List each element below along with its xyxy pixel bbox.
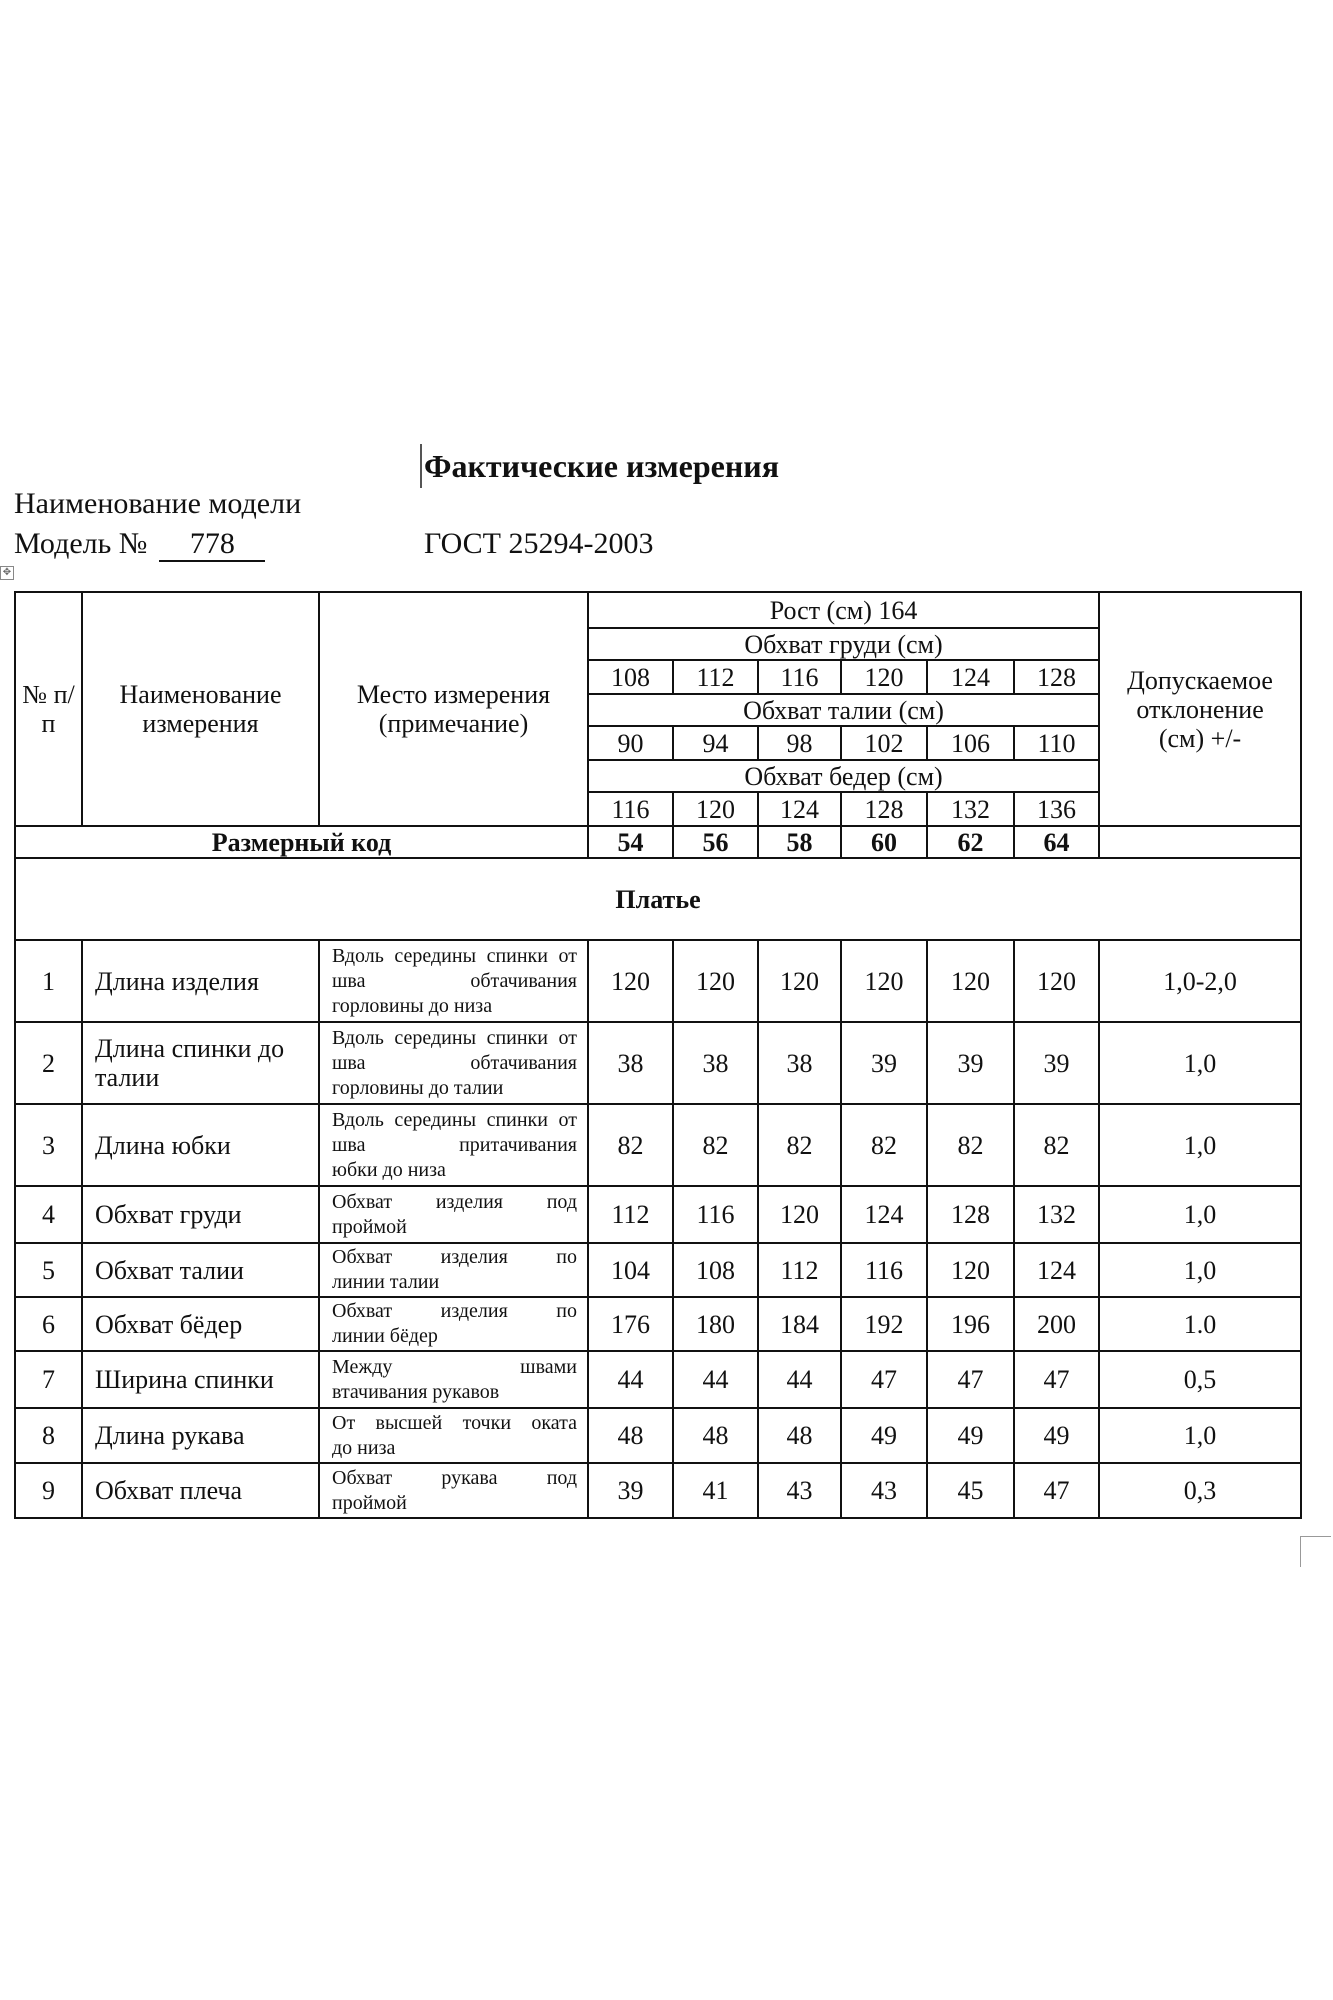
- measurement-name: Длина юбки: [82, 1104, 319, 1186]
- hips-header: Обхват бедер (см): [588, 760, 1099, 792]
- measurement-value: 48: [673, 1408, 758, 1463]
- row-number: 4: [15, 1186, 82, 1243]
- table-row: [15, 1104, 1301, 1186]
- place-text: Обхват изделия по: [332, 1300, 577, 1322]
- measurement-value: 48: [758, 1408, 841, 1463]
- measurement-value: 132: [1014, 1186, 1099, 1243]
- place-text-end: горловины до талии: [332, 1076, 504, 1099]
- model-name-label: Наименование модели: [14, 487, 302, 520]
- page-corner-mark: [1300, 1536, 1331, 1567]
- waist-value: 90: [588, 726, 673, 760]
- table-row: [15, 1463, 1301, 1518]
- measurement-value: 44: [758, 1351, 841, 1408]
- measurement-value: 116: [673, 1186, 758, 1243]
- measurement-value: 120: [758, 1186, 841, 1243]
- size-code-empty: [1099, 826, 1301, 858]
- hips-value: 120: [673, 792, 758, 826]
- height-header: Рост (см) 164: [588, 592, 1099, 628]
- measurement-value: 120: [758, 940, 841, 1022]
- measurement-value: 120: [841, 940, 927, 1022]
- measurement-value: 196: [927, 1297, 1014, 1351]
- document-title: Фактические измерения: [420, 444, 854, 488]
- section-title: Платье: [15, 858, 1301, 940]
- measurement-place: [319, 1022, 588, 1104]
- size-code: 64: [1014, 826, 1099, 858]
- measurement-name: Длина спинки до талии: [82, 1022, 319, 1104]
- place-text-end: горловины до низа: [332, 994, 493, 1017]
- measurement-value: 120: [927, 1243, 1014, 1297]
- measurement-value: 124: [841, 1186, 927, 1243]
- measurement-value: 82: [758, 1104, 841, 1186]
- size-code: 60: [841, 826, 927, 858]
- measurement-value: 112: [758, 1243, 841, 1297]
- hips-value: 116: [588, 792, 673, 826]
- measurement-value: 39: [1014, 1022, 1099, 1104]
- place-text: Вдоль середины спинки от шва притачивания: [332, 1108, 577, 1156]
- row-number: 9: [15, 1463, 82, 1518]
- measurement-value: 49: [927, 1408, 1014, 1463]
- place-text: Обхват рукава под: [332, 1466, 577, 1489]
- measurement-place: [319, 1408, 588, 1463]
- size-code-label: Размерный код: [15, 826, 588, 858]
- measurement-value: 47: [841, 1351, 927, 1408]
- measurement-value: 112: [588, 1186, 673, 1243]
- measurement-value: 124: [1014, 1243, 1099, 1297]
- measurement-value: 47: [1014, 1463, 1099, 1518]
- measurement-value: 43: [841, 1463, 927, 1518]
- measurement-value: 120: [673, 940, 758, 1022]
- measurement-value: 39: [927, 1022, 1014, 1104]
- measurement-value: 39: [841, 1022, 927, 1104]
- hips-value: 132: [927, 792, 1014, 826]
- measurement-name: Обхват плеча: [82, 1463, 319, 1518]
- place-text: Между швами: [332, 1355, 577, 1378]
- tolerance-value: 1,0: [1099, 1408, 1301, 1463]
- measurement-value: 38: [758, 1022, 841, 1104]
- size-code: 58: [758, 826, 841, 858]
- waist-value: 110: [1014, 726, 1099, 760]
- measurement-value: 82: [588, 1104, 673, 1186]
- tolerance-value: 1.0: [1099, 1297, 1301, 1351]
- measurement-value: 38: [588, 1022, 673, 1104]
- measurement-value: 47: [1014, 1351, 1099, 1408]
- measurement-value: 176: [588, 1297, 673, 1351]
- tolerance-value: 1,0: [1099, 1186, 1301, 1243]
- hips-value: 136: [1014, 792, 1099, 826]
- measurement-value: 49: [841, 1408, 927, 1463]
- measurement-value: 44: [588, 1351, 673, 1408]
- place-text: От высшей точки оката: [332, 1411, 577, 1434]
- tolerance-value: 1,0: [1099, 1022, 1301, 1104]
- measurements-table: [14, 591, 1302, 1519]
- measurement-name: Длина изделия: [82, 940, 319, 1022]
- measurement-name: Обхват груди: [82, 1186, 319, 1243]
- place-text: Вдоль середины спинки от шва обтачивания: [332, 944, 577, 992]
- tolerance-value: 0,3: [1099, 1463, 1301, 1518]
- chest-value: 116: [758, 660, 841, 694]
- measurement-value: 82: [673, 1104, 758, 1186]
- measurement-place: [319, 1104, 588, 1186]
- place-text-end: проймой: [332, 1215, 407, 1238]
- place-text-end: линии талии: [332, 1271, 440, 1293]
- place-text: Обхват изделия под: [332, 1190, 577, 1213]
- table-row: [15, 1408, 1301, 1463]
- row-number: 5: [15, 1243, 82, 1297]
- header-name: Наименование измерения: [82, 592, 319, 826]
- gost-standard: ГОСТ 25294-2003: [424, 527, 654, 560]
- measurement-place: [319, 1243, 588, 1297]
- chest-value: 124: [927, 660, 1014, 694]
- table-row: [15, 1351, 1301, 1408]
- header-no: № п/п: [15, 592, 82, 826]
- measurement-name: Обхват бёдер: [82, 1297, 319, 1351]
- size-code: 54: [588, 826, 673, 858]
- measurement-value: 116: [841, 1243, 927, 1297]
- tolerance-value: 1,0: [1099, 1104, 1301, 1186]
- place-text-end: проймой: [332, 1491, 407, 1514]
- measurement-value: 82: [927, 1104, 1014, 1186]
- measurement-value: 104: [588, 1243, 673, 1297]
- measurement-value: 120: [1014, 940, 1099, 1022]
- measurement-value: 108: [673, 1243, 758, 1297]
- measurement-value: 41: [673, 1463, 758, 1518]
- header-tolerance: Допускаемое отклонение (см) +/-: [1099, 592, 1301, 826]
- measurement-value: 120: [927, 940, 1014, 1022]
- place-text-end: втачивания рукавов: [332, 1380, 500, 1403]
- measurement-value: 39: [588, 1463, 673, 1518]
- size-code: 56: [673, 826, 758, 858]
- row-number: 2: [15, 1022, 82, 1104]
- measurement-value: 120: [588, 940, 673, 1022]
- hips-value: 128: [841, 792, 927, 826]
- place-text: Вдоль середины спинки от шва обтачивания: [332, 1026, 577, 1074]
- measurement-value: 82: [841, 1104, 927, 1186]
- row-number: 1: [15, 940, 82, 1022]
- measurement-place: [319, 1297, 588, 1351]
- tolerance-value: 1,0-2,0: [1099, 940, 1301, 1022]
- waist-header: Обхват талии (см): [588, 694, 1099, 726]
- place-text-end: юбки до низа: [332, 1158, 446, 1181]
- measurement-value: 192: [841, 1297, 927, 1351]
- table-row: [15, 1186, 1301, 1243]
- measurement-name: Длина рукава: [82, 1408, 319, 1463]
- table-row: [15, 1243, 1301, 1297]
- measurement-value: 47: [927, 1351, 1014, 1408]
- measurement-value: 43: [758, 1463, 841, 1518]
- measurement-value: 180: [673, 1297, 758, 1351]
- waist-value: 94: [673, 726, 758, 760]
- chest-value: 108: [588, 660, 673, 694]
- measurement-value: 128: [927, 1186, 1014, 1243]
- row-number: 8: [15, 1408, 82, 1463]
- measurement-value: 44: [673, 1351, 758, 1408]
- measurement-place: [319, 1463, 588, 1518]
- model-label: Модель №: [14, 527, 148, 560]
- measurement-name: Обхват талии: [82, 1243, 319, 1297]
- tolerance-value: 1,0: [1099, 1243, 1301, 1297]
- chest-value: 112: [673, 660, 758, 694]
- waist-value: 98: [758, 726, 841, 760]
- chest-header: Обхват груди (см): [588, 628, 1099, 660]
- header-place: Место измерения (примечание): [319, 592, 588, 826]
- place-text-end: линии бёдер: [332, 1325, 438, 1347]
- row-number: 6: [15, 1297, 82, 1351]
- measurement-value: 82: [1014, 1104, 1099, 1186]
- measurement-value: 184: [758, 1297, 841, 1351]
- waist-value: 106: [927, 726, 1014, 760]
- measurement-name: Ширина спинки: [82, 1351, 319, 1408]
- size-code: 62: [927, 826, 1014, 858]
- table-row: [15, 1297, 1301, 1351]
- row-number: 3: [15, 1104, 82, 1186]
- place-text-end: до низа: [332, 1436, 396, 1459]
- hips-value: 124: [758, 792, 841, 826]
- table-move-handle-icon[interactable]: ✥: [0, 566, 14, 580]
- table-row: [15, 1022, 1301, 1104]
- tolerance-value: 0,5: [1099, 1351, 1301, 1408]
- measurement-value: 200: [1014, 1297, 1099, 1351]
- row-number: 7: [15, 1351, 82, 1408]
- measurement-value: 49: [1014, 1408, 1099, 1463]
- measurement-place: [319, 1351, 588, 1408]
- table-row: [15, 940, 1301, 1022]
- chest-value: 128: [1014, 660, 1099, 694]
- measurement-place: [319, 1186, 588, 1243]
- model-number: 778: [159, 528, 265, 562]
- place-text: Обхват изделия по: [332, 1246, 577, 1268]
- waist-value: 102: [841, 726, 927, 760]
- measurement-value: 48: [588, 1408, 673, 1463]
- measurement-value: 38: [673, 1022, 758, 1104]
- model-number-line: [14, 527, 265, 562]
- chest-value: 120: [841, 660, 927, 694]
- measurement-place: [319, 940, 588, 1022]
- measurement-value: 45: [927, 1463, 1014, 1518]
